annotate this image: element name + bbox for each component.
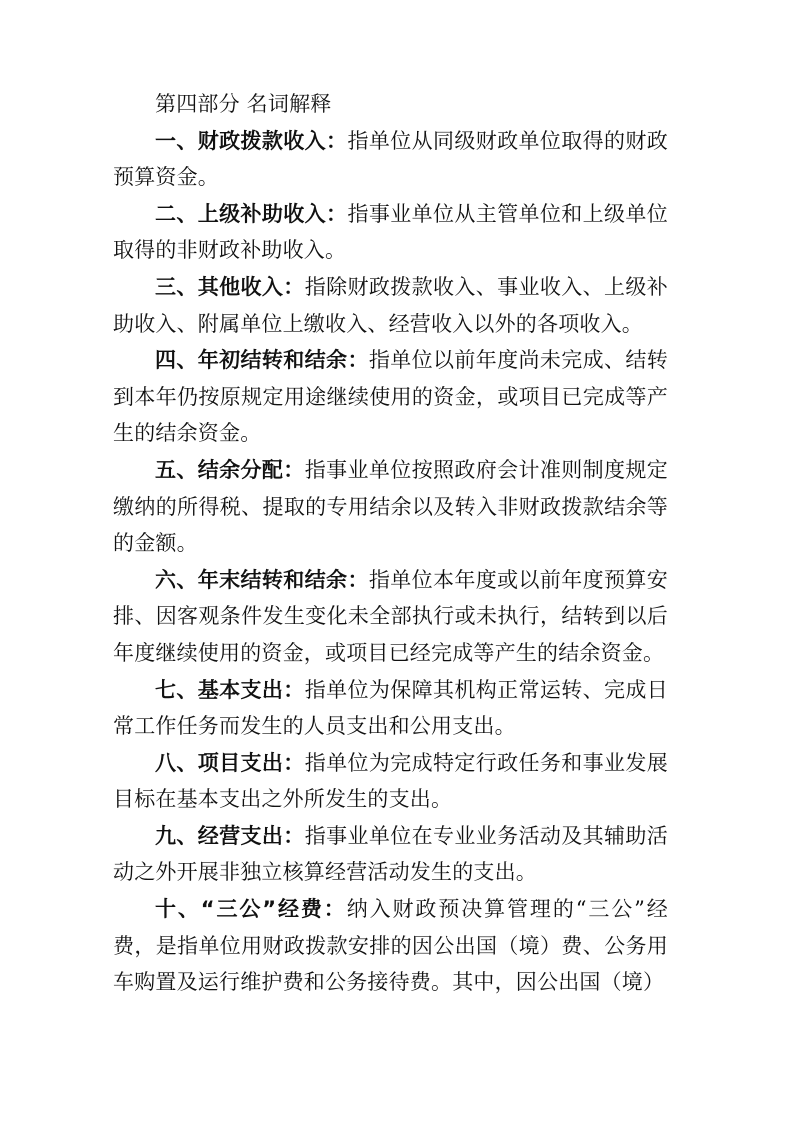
definition-term: 八、项目支出： [155,750,305,775]
definition-text: 指单位为保障其机构正常运转、完成日常工作任务而发生的人员支出和公用支出。 [113,677,668,739]
definition-text: 纳入财政预决算管理的“三公”经费，是指单位用财政拨款安排的因公出国（境）费、公务用车购置及运行维护费和公务接待费。其中，因公出国（境） [113,897,668,995]
definition-paragraph [113,196,668,269]
definition-paragraph [113,672,668,745]
definition-paragraph [113,891,668,1001]
definition-text: 指事业单位在专业业务活动及其辅助活动之外开展非独立核算经营活动发生的支出。 [113,823,668,885]
definition-text: 指单位从同级财政单位取得的财政预算资金。 [113,128,669,190]
definition-paragraph [113,562,668,672]
definition-paragraph [113,818,668,891]
definition-paragraph [113,342,668,452]
section-title: 第四部分 名词解释 [155,92,332,116]
definition-text: 指单位以前年度尚未完成、结转到本年仍按原规定用途继续使用的资金，或项目已完成等产生的结余资金。 [113,348,668,446]
definition-paragraph [113,452,668,562]
definition-term: 六、年末结转和结余： [155,567,369,592]
definition-term: 二、上级补助收入： [155,201,348,226]
definition-term: 四、年初结转和结余： [155,348,369,373]
definition-term: 十、“三公”经费： [155,897,347,922]
document-body [113,86,668,1001]
definition-paragraph [113,269,668,342]
definition-text: 指事业单位从主管单位和上级单位取得的非财政补助收入。 [113,201,669,263]
definition-text: 指单位为完成特定行政任务和事业发展目标在基本支出之外所发生的支出。 [113,750,668,812]
definition-paragraph [113,745,668,818]
definition-text: 指单位本年度或以前年度预算安排、因客观条件发生变化未全部执行或未执行，结转到以后年度继续使用的资金，或项目已经完成等产生的结余资金。 [113,567,668,665]
definition-term: 七、基本支出： [155,677,305,702]
definition-paragraph [113,123,668,196]
definition-term: 三、其他收入： [155,274,305,299]
definition-term: 一、财政拨款收入： [155,128,348,153]
definition-term: 五、结余分配： [155,457,305,482]
definition-text: 指除财政拨款收入、事业收入、上级补助收入、附属单位上缴收入、经营收入以外的各项收入。 [113,274,668,336]
definition-term: 九、经营支出： [155,823,305,848]
definition-text: 指事业单位按照政府会计准则制度规定缴纳的所得税、提取的专用结余以及转入非财政拨款结余等的金额。 [113,457,668,556]
